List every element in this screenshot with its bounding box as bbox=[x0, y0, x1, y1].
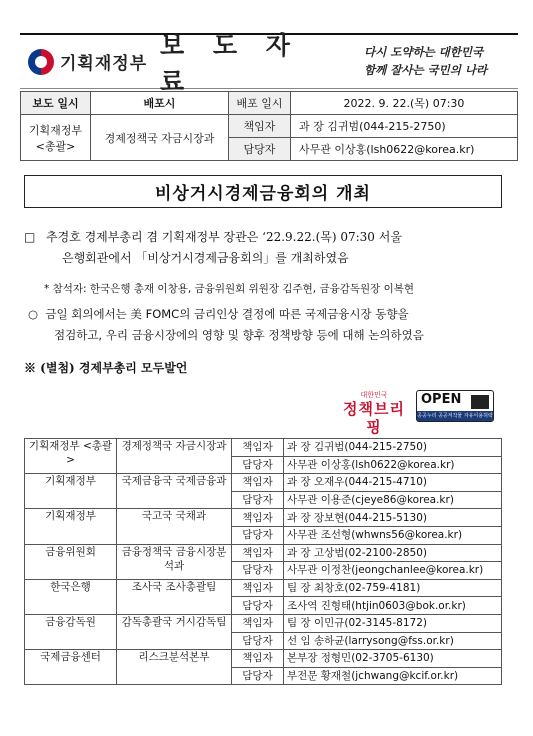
contact-row bbox=[25, 650, 502, 668]
discussion-paragraph bbox=[28, 304, 510, 346]
contact-dept: 조사국 조사총괄팀 bbox=[117, 579, 232, 614]
taeguk-emblem-icon bbox=[28, 49, 54, 75]
main-paragraph bbox=[24, 227, 509, 269]
contact-staff-label: 담당자 bbox=[232, 562, 284, 580]
discussion-line-2: 점검하고, 우리 금융시장에의 영향 및 향후 정책방향 등에 대해 논의하였음 bbox=[54, 328, 424, 342]
contact-chief-label: 책임자 bbox=[232, 579, 284, 597]
contact-staff: 사무관 이상홍(lsh0622@korea.kr) bbox=[284, 456, 502, 474]
contact-org: 기획재정부 <총괄> bbox=[25, 439, 117, 474]
contact-staff: 사무관 이용준(cjeye86@korea.kr) bbox=[284, 491, 502, 509]
contact-row bbox=[25, 474, 502, 492]
info-staff-value: 사무관 이상홍(lsh0622@korea.kr) bbox=[291, 138, 518, 161]
contact-row bbox=[25, 614, 502, 632]
discussion-line-1: 금일 회의에서는 美 FOMC의 금리인상 결정에 따른 국제금융시장 동향을 bbox=[45, 307, 409, 321]
release-info-table bbox=[20, 91, 518, 161]
attendees-note: * 참석자: 한국은행 총재 이창용, 금융위원회 위원장 김주현, 금융감독원장 이복현 bbox=[44, 283, 415, 295]
info-chief-label: 책임자 bbox=[229, 115, 291, 138]
contact-org: 기획재정부 bbox=[25, 509, 117, 544]
kogl-type-icon bbox=[471, 395, 489, 409]
press-release-title: 보 도 자 료 bbox=[160, 30, 300, 96]
contact-staff-label: 담당자 bbox=[232, 632, 284, 650]
ministry-logo bbox=[20, 35, 160, 88]
contact-staff: 부전문 황재철(jchwang@kcif.or.kr) bbox=[284, 667, 502, 685]
release-time-label: 보도 일시 bbox=[21, 92, 91, 115]
contact-org: 금융감독원 bbox=[25, 614, 117, 649]
contact-staff-label: 담당자 bbox=[232, 456, 284, 474]
contact-staff: 조사역 진형태(htjin0603@bok.or.kr) bbox=[284, 597, 502, 615]
kogl-open-logo: OPEN 공공누리 공공저작물 자유이용허락 bbox=[416, 390, 494, 422]
contact-row bbox=[25, 544, 502, 562]
contact-org: 금융위원회 bbox=[25, 544, 117, 579]
contact-chief: 과 장 오재우(044-215-4710) bbox=[284, 474, 502, 492]
main-paragraph-line-1: 추경호 경제부총리 겸 기획재정부 장관은 ‘22.9.22.(목) 07:30 서울 bbox=[46, 230, 402, 244]
contact-staff: 사무관 이정찬(jeongchanlee@korea.kr) bbox=[284, 562, 502, 580]
contact-chief-label: 책임자 bbox=[232, 439, 284, 457]
contact-dept: 국고국 국채과 bbox=[117, 509, 232, 544]
distribution-time-label: 배포 일시 bbox=[229, 92, 291, 115]
contact-row bbox=[25, 579, 502, 597]
document-title: 비상거시경제금융회의 개최 bbox=[24, 175, 502, 208]
slogan-line-1: 다시 도약하는 대한민국 bbox=[364, 45, 484, 60]
ministry-name: 기획재정부 bbox=[60, 54, 148, 74]
contact-dept: 금융정책국 금융시장분석과 bbox=[117, 544, 232, 579]
slogan-line-2: 함께 잘사는 국민의 나라 bbox=[364, 62, 488, 77]
contact-chief-label: 책임자 bbox=[232, 650, 284, 668]
contact-chief-label: 책임자 bbox=[232, 544, 284, 562]
contact-chief: 과 장 고상범(02-2100-2850) bbox=[284, 544, 502, 562]
contact-chief-label: 책임자 bbox=[232, 474, 284, 492]
release-time-value: 배포시 bbox=[91, 92, 229, 115]
info-org: 기획재정부 <총괄> bbox=[21, 115, 91, 161]
contact-chief: 팀 장 이민규(02-3145-8172) bbox=[284, 614, 502, 632]
contact-dept: 감독총괄국 거시감독팀 bbox=[117, 614, 232, 649]
contact-dept: 국제금융국 국제금융과 bbox=[117, 474, 232, 509]
contact-chief: 본부장 정형민(02-3705-6130) bbox=[284, 650, 502, 668]
contact-org: 한국은행 bbox=[25, 579, 117, 614]
government-slogan bbox=[350, 35, 518, 88]
contact-staff: 선 임 송하균(larrysong@fss.or.kr) bbox=[284, 632, 502, 650]
contact-row bbox=[25, 509, 502, 527]
info-chief-value: 과 장 김귀범(044-215-2750) bbox=[291, 115, 518, 138]
contact-chief-label: 책임자 bbox=[232, 509, 284, 527]
square-bullet-icon: □ bbox=[24, 230, 36, 244]
contacts-table bbox=[24, 438, 502, 685]
contact-chief: 팀 장 최창호(02-759-4181) bbox=[284, 579, 502, 597]
circle-bullet-icon: ○ bbox=[28, 307, 39, 321]
contact-chief: 과 장 장보현(044-215-5130) bbox=[284, 509, 502, 527]
contact-staff-label: 담당자 bbox=[232, 526, 284, 544]
distribution-time-value: 2022. 9. 22.(목) 07:30 bbox=[291, 92, 518, 115]
contact-chief-label: 책임자 bbox=[232, 614, 284, 632]
info-dept: 경제정책국 자금시장과 bbox=[91, 115, 229, 161]
contact-row bbox=[25, 439, 502, 457]
contact-staff-label: 담당자 bbox=[232, 491, 284, 509]
header-banner bbox=[20, 30, 518, 96]
contact-dept: 리스크분석본부 bbox=[117, 650, 232, 685]
contact-org: 국제금융센터 bbox=[25, 650, 117, 685]
attachment-note: ※ (별첨) 경제부총리 모두발언 bbox=[24, 361, 188, 375]
policy-briefing-logo: 대한민국 정책브리핑 bbox=[343, 391, 405, 436]
contact-staff-label: 담당자 bbox=[232, 667, 284, 685]
contact-org: 기획재정부 bbox=[25, 474, 117, 509]
contact-chief: 과 장 김귀범(044-215-2750) bbox=[284, 439, 502, 457]
contact-staff: 사무관 조선형(whwns56@korea.kr) bbox=[284, 526, 502, 544]
contact-dept: 경제정책국 자금시장과 bbox=[117, 439, 232, 474]
main-paragraph-line-2: 은행회관에서 「비상거시경제금융회의」를 개최하였음 bbox=[62, 251, 349, 265]
info-staff-label: 담당자 bbox=[229, 138, 291, 161]
contact-staff-label: 담당자 bbox=[232, 597, 284, 615]
